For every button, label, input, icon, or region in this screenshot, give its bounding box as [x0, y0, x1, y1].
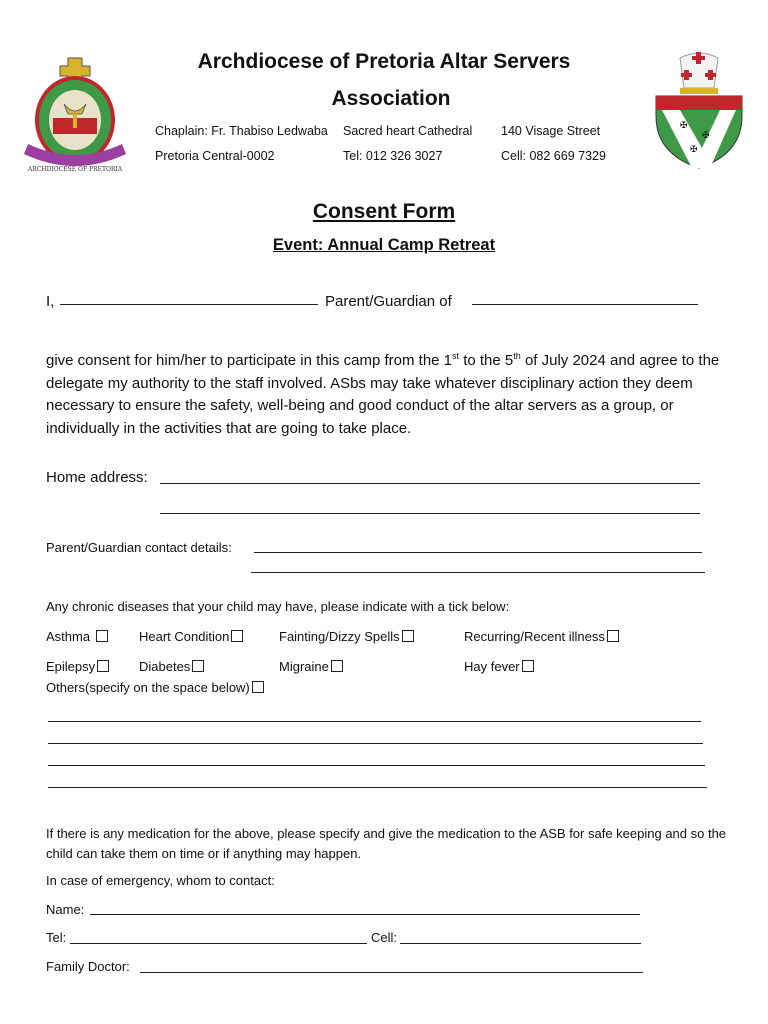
svg-text:✠: ✠: [702, 130, 710, 140]
others-line-1[interactable]: [48, 721, 701, 722]
home-address-label: Home address:: [46, 469, 148, 486]
street-text: 140 Visage Street: [501, 124, 601, 138]
asthma-option[interactable]: Asthma: [46, 629, 108, 644]
contact-line-2[interactable]: [251, 572, 705, 573]
migraine-option[interactable]: Migraine: [279, 659, 343, 674]
hayfever-option[interactable]: Hay fever: [464, 659, 534, 674]
tel-text: Tel: 012 326 3027: [343, 149, 443, 163]
consent-paragraph: give consent for him/her to participate in this camp from the 1st to the 5th of July 2024 and agree to the delegate my authority to the staff involved. ASbs may take whatever disciplinary action they deem necessary to ensure the safety, well-being and good conduct of the altar servers as a group, or individually in the activities that are going to take place.: [46, 351, 720, 437]
form-title: Consent Form: [312, 200, 456, 223]
diseases-prompt: Any chronic diseases that your child may have, please indicate with a tick below:: [46, 599, 510, 614]
name-label: Name:: [46, 902, 85, 917]
home-address-line-1[interactable]: [160, 483, 700, 484]
epilepsy-checkbox[interactable]: [97, 660, 109, 672]
diabetes-checkbox[interactable]: [192, 660, 204, 672]
cell-text: Cell: 082 669 7329: [501, 149, 606, 163]
svg-text:✠: ✠: [680, 120, 688, 130]
left-logo-caption: ARCHDIOCESE OF PRETORIA: [27, 166, 123, 173]
doctor-line[interactable]: [140, 972, 643, 973]
city-text: Pretoria Central-0002: [155, 149, 275, 163]
recurring-option[interactable]: Recurring/Recent illness: [464, 629, 619, 644]
asthma-checkbox[interactable]: [96, 630, 108, 642]
epilepsy-option[interactable]: Epilepsy: [46, 659, 109, 674]
others-line-4[interactable]: [48, 787, 707, 788]
diabetes-option[interactable]: Diabetes: [139, 659, 204, 674]
recurring-checkbox[interactable]: [607, 630, 619, 642]
others-option[interactable]: Others(specify on the space below): [46, 680, 264, 695]
parent-name-line[interactable]: [60, 304, 318, 305]
name-line[interactable]: [90, 914, 640, 915]
heart-checkbox[interactable]: [231, 630, 243, 642]
parent-of-label: Parent/Guardian of: [325, 293, 452, 310]
svg-text:✠: ✠: [690, 144, 698, 154]
contact-details-label: Parent/Guardian contact details:: [46, 540, 232, 555]
fainting-checkbox[interactable]: [402, 630, 414, 642]
child-name-line[interactable]: [472, 304, 698, 305]
fainting-option[interactable]: Fainting/Dizzy Spells: [279, 629, 414, 644]
others-line-3[interactable]: [48, 765, 705, 766]
event-title: Event: Annual Camp Retreat: [272, 236, 496, 254]
title-line-1: Archdiocese of Pretoria Altar Servers: [197, 50, 571, 73]
cathedral-text: Sacred heart Cathedral: [343, 124, 473, 138]
tel-label: Tel:: [46, 930, 67, 945]
hayfever-checkbox[interactable]: [522, 660, 534, 672]
doctor-label: Family Doctor:: [46, 959, 130, 974]
emergency-label: In case of emergency, whom to contact:: [46, 873, 275, 888]
others-line-2[interactable]: [48, 743, 703, 744]
title-line-2: Association: [331, 87, 451, 110]
others-checkbox[interactable]: [252, 681, 264, 693]
heart-option[interactable]: Heart Condition: [139, 629, 243, 644]
cell-line[interactable]: [400, 943, 641, 944]
i-label: I,: [46, 293, 55, 310]
home-address-line-2[interactable]: [160, 513, 700, 514]
medication-text: If there is any medication for the above, please specify and give the medication to the ASB for safe keeping and so the child can take them on time or if anything may happen.: [46, 826, 727, 861]
contact-line-1[interactable]: [254, 552, 702, 553]
cell-label: Cell:: [371, 930, 398, 945]
chaplain-text: Chaplain: Fr. Thabiso Ledwaba: [155, 124, 328, 138]
tel-line[interactable]: [70, 943, 367, 944]
migraine-checkbox[interactable]: [331, 660, 343, 672]
